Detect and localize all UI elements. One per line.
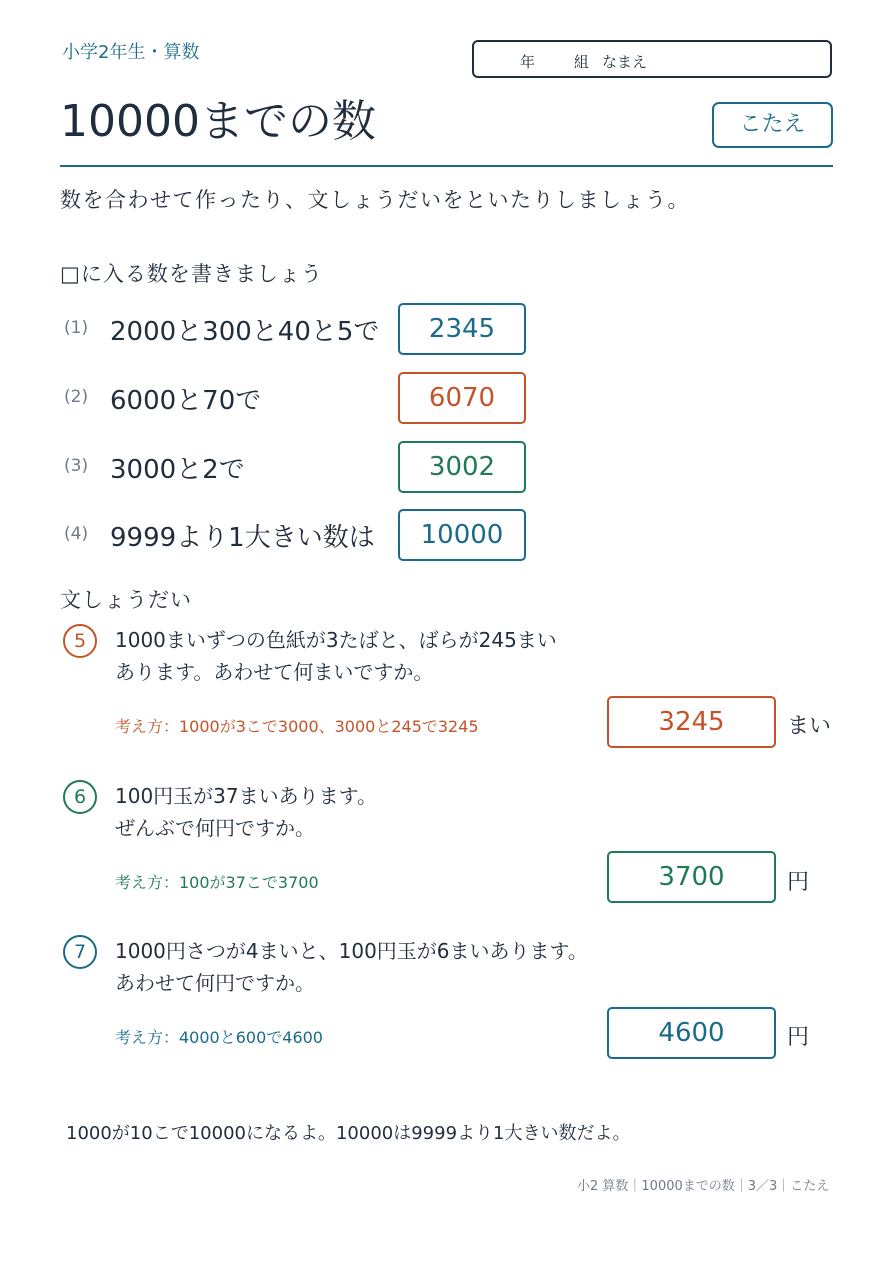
item-number: (3): [64, 456, 89, 476]
year-label: 年: [520, 53, 536, 71]
item-number: (4): [64, 524, 89, 544]
problem-number-badge: 5: [63, 624, 97, 658]
class-label: 組: [574, 53, 590, 71]
unit-label: まい: [787, 714, 832, 739]
name-box[interactable]: [472, 40, 832, 78]
page-title: 10000までの数: [60, 96, 376, 147]
problem-text-line2: あります。あわせて何まいですか。: [115, 660, 434, 684]
section-heading-fill: □に入る数を書きましょう: [60, 262, 323, 286]
problem-text-line2: あわせて何円ですか。: [115, 971, 315, 995]
note-text: 1000が10こで10000になるよ。10000は9999より1大きい数だよ。: [66, 1123, 631, 1144]
name-label: なまえ: [602, 53, 648, 71]
item-question: 3000と2で: [110, 455, 245, 485]
section-heading-word-problems: 文しょうだい: [60, 588, 192, 612]
item-question: 9999より1大きい数は: [110, 523, 375, 553]
answer-box[interactable]: 3700: [607, 851, 776, 903]
answer-box[interactable]: 10000: [398, 509, 526, 561]
problem-text-line2: ぜんぶで何円ですか。: [115, 816, 315, 840]
item-number: (2): [64, 387, 89, 407]
answer-box[interactable]: 2345: [398, 303, 526, 355]
item-question: 2000と300と40と5で: [110, 317, 380, 347]
grade-label: 小学2年生・算数: [62, 42, 200, 63]
answer-box[interactable]: 3002: [398, 441, 526, 493]
page-footer: 小2 算数｜10000までの数｜3／3｜こたえ: [577, 1179, 830, 1194]
answer-box[interactable]: 4600: [607, 1007, 776, 1059]
unit-label: 円: [787, 870, 810, 895]
problem-number-badge: 7: [63, 935, 97, 969]
hint-text: 考え方：100が37こで3700: [115, 873, 319, 892]
problem-text-line1: 1000まいずつの色紙が3たばと、ばらが245まい: [115, 628, 557, 652]
problem-text-line1: 1000円さつが4まいと、100円玉が6まいあります。: [115, 939, 588, 963]
answer-badge: こたえ: [712, 102, 833, 148]
answer-box[interactable]: 3245: [607, 696, 776, 748]
hint-text: 考え方：4000と600で4600: [115, 1028, 323, 1047]
problem-number-badge: 6: [63, 780, 97, 814]
hint-text: 考え方：1000が3こで3000、3000と245で3245: [115, 717, 479, 736]
item-question: 6000と70で: [110, 386, 262, 416]
intro-text: 数を合わせて作ったり、文しょうだいをといたりしましょう。: [60, 188, 690, 212]
problem-text-line1: 100円玉が37まいあります。: [115, 784, 378, 808]
unit-label: 円: [787, 1025, 810, 1050]
title-divider: [60, 165, 833, 167]
item-number: (1): [64, 318, 89, 338]
answer-box[interactable]: 6070: [398, 372, 526, 424]
